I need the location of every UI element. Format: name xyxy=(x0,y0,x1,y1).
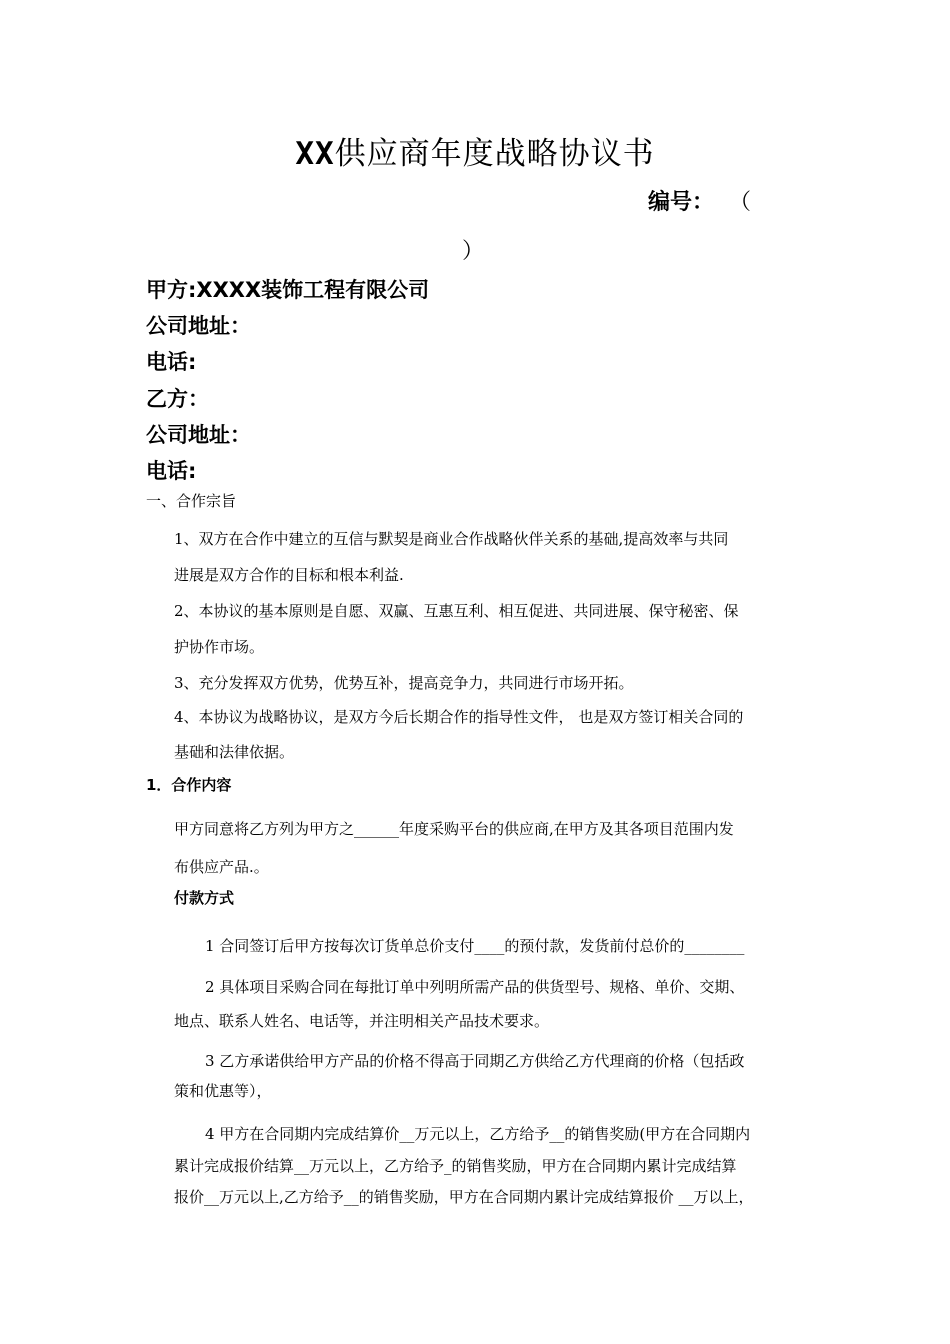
content-line: 布供应产品.。 xyxy=(174,858,269,876)
purpose-line: 3、充分发挥双方优势，优势互补，提高竞争力，共同进行市场开拓。 xyxy=(174,674,634,692)
document-title xyxy=(0,128,950,173)
payment-line: 地点、联系人姓名、电话等，并注明相关产品技术要求。 xyxy=(174,1012,550,1030)
title-main: 供应商年度战略协议书 xyxy=(334,136,655,172)
number-open-paren: （ xyxy=(740,190,752,215)
payment-line: 4 甲方在合同期内完成结算价__万元以上，乙方给予__的销售奖励(甲方在合同期内 xyxy=(205,1125,751,1143)
purpose-line: 护协作市场。 xyxy=(174,638,265,656)
section-heading-payment: 付款方式 xyxy=(174,889,235,907)
party-b-phone: 电话: xyxy=(146,459,197,483)
party-b: 乙方： xyxy=(146,387,209,411)
purpose-line: 1、双方在合作中建立的互信与默契是商业合作战略伙伴关系的基础,提高效率与共同 xyxy=(174,530,729,548)
payment-line: 策和优惠等）， xyxy=(174,1082,272,1100)
payment-line: 3 乙方承诺供给甲方产品的价格不得高于同期乙方供给乙方代理商的价格（包括政 xyxy=(205,1052,745,1070)
party-a-address: 公司地址： xyxy=(146,314,251,338)
content-line: 甲方同意将乙方列为甲方之______年度采购平台的供应商,在甲方及其各项目范围内发 xyxy=(174,820,734,838)
payment-line: 累计完成报价结算__万元以上，乙方给予_的销售奖励，甲方在合同期内累计完成结算 xyxy=(174,1157,737,1175)
payment-line: 2 具体项目采购合同在每批订单中列明所需产品的供货型号、规格、单价、交期、 xyxy=(205,978,745,996)
purpose-line: 基础和法律依据。 xyxy=(174,743,295,761)
party-a-phone: 电话: xyxy=(146,350,197,374)
section-heading-purpose: 一、合作宗旨 xyxy=(146,492,237,510)
purpose-line: 4、本协议为战略协议，是双方今后长期合作的指导性文件， 也是双方签订相关合同的 xyxy=(174,708,744,726)
party-b-address: 公司地址： xyxy=(146,423,251,447)
number-close-paren: ） xyxy=(462,239,485,264)
payment-line: 1 合同签订后甲方按每次订货单总价支付____的预付款，发货前付总价的________ xyxy=(205,937,745,955)
document-number xyxy=(648,185,751,216)
title-prefix: XX xyxy=(295,136,335,172)
purpose-line: 2、本协议的基本原则是自愿、双赢、互惠互利、相互促进、共同进展、保守秘密、保 xyxy=(174,602,739,620)
party-a: 甲方:XXXX装饰工程有限公司 xyxy=(146,278,430,302)
section-heading-content: 1．合作内容 xyxy=(146,776,232,794)
number-label: 编号： xyxy=(648,190,715,215)
payment-line: 报价__万元以上,乙方给予__的销售奖励，甲方在合同期内累计完成结算报价 __万以上， xyxy=(174,1188,754,1206)
purpose-line: 进展是双方合作的目标和根本利益. xyxy=(174,566,404,584)
